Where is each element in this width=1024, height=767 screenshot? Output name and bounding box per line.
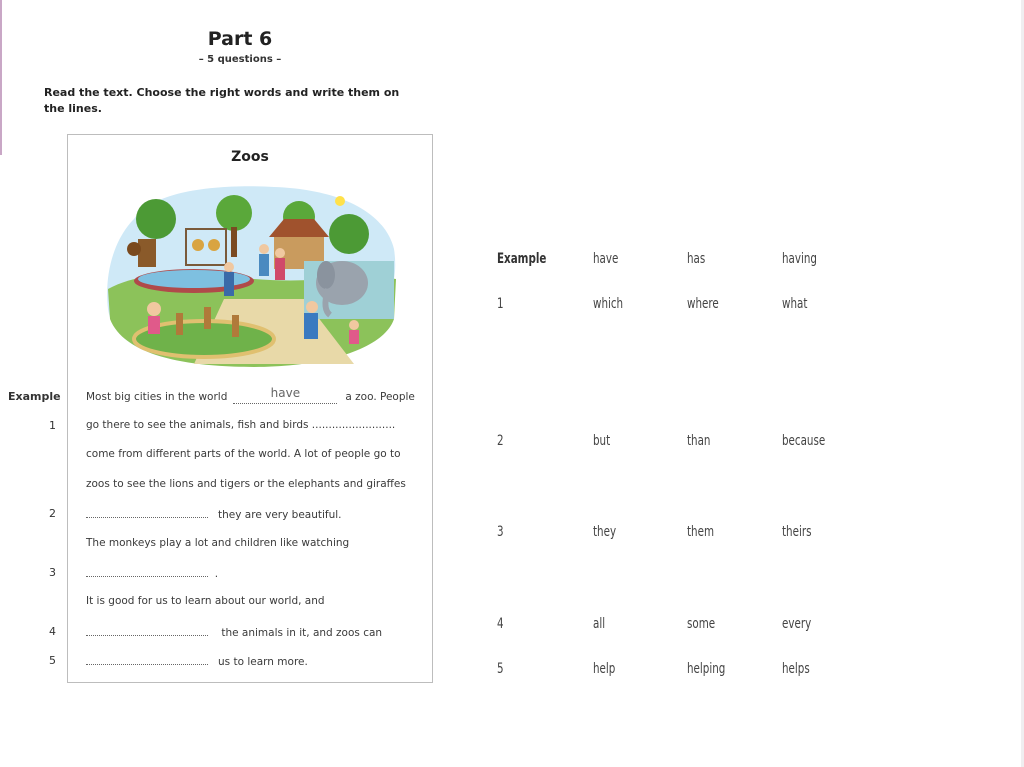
options-row-label-2: 2 [497,433,504,449]
answer-blank-3[interactable] [86,566,208,577]
option-choice[interactable]: has [687,251,706,267]
passage-title: Zoos [231,149,269,165]
example-label: Example [8,390,61,403]
part-title: Part 6 [207,28,273,50]
line-text-after: us to learn more. [218,656,308,668]
option-choice[interactable]: but [593,433,611,449]
passage-line-gap-2 [86,507,420,521]
line-text-after: a zoo. People [345,391,415,403]
options-row-label-example: Example [497,251,547,267]
option-choice[interactable]: all [593,616,606,632]
gap-number-3: 3 [49,566,56,579]
option-choice[interactable]: where [687,296,719,312]
example-answer-blank [233,386,337,404]
passage-line-example [86,386,420,404]
answer-blank-2[interactable] [86,507,208,518]
option-choice[interactable]: which [593,296,624,312]
option-choice[interactable]: than [687,433,711,449]
passage-line-gap-4 [86,625,420,639]
options-row-label-4: 4 [497,616,504,632]
example-answer: have [270,386,301,400]
gap-number-4: 4 [49,625,56,638]
passage-line-2: come from different parts of the world. A lot of people go to [86,448,401,460]
options-row-label-5: 5 [497,661,504,677]
zoo-illustration [104,179,400,369]
gap-number-5: 5 [49,654,56,667]
option-choice[interactable]: theirs [782,524,812,540]
option-choice[interactable]: help [593,661,616,677]
option-choice[interactable]: some [687,616,716,632]
line-text-before: Most big cities in the world [86,391,228,403]
passage-line-7: It is good for us to learn about our world, and [86,595,325,607]
slide-edge-accent [0,0,2,155]
line-text-after: the animals in it, and zoos can [221,627,383,639]
passage-line-gap-3 [86,566,420,580]
option-choice[interactable]: helping [687,661,726,677]
option-choice[interactable]: they [593,524,617,540]
part-subtitle: – 5 questions – [198,54,282,65]
instructions: Read the text. Choose the right words and write them on the lines. [44,86,400,115]
option-choice[interactable]: because [782,433,826,449]
option-choice[interactable]: have [593,251,619,267]
answer-blank-4[interactable] [86,625,208,636]
options-row-label-1: 1 [497,296,504,312]
gap-number-2: 2 [49,507,56,520]
line-text-after: they are very beautiful. [218,509,342,521]
passage-line-3: zoos to see the lions and tigers or the elephants and giraffes [86,478,406,490]
passage-line-gap-5 [86,654,420,668]
option-choice[interactable]: every [782,616,812,632]
gap-number-1: 1 [49,419,56,432]
passage-line-5: The monkeys play a lot and children like watching [86,537,350,549]
line-text-after: . [214,568,219,580]
options-row-label-3: 3 [497,524,504,540]
passage-line-1: go there to see the animals, fish and birds ......................... [86,419,396,431]
option-choice[interactable]: them [687,524,715,540]
answer-blank-5[interactable] [86,654,208,665]
option-choice[interactable]: what [782,296,808,312]
option-choice[interactable]: having [782,251,817,267]
option-choice[interactable]: helps [782,661,810,677]
